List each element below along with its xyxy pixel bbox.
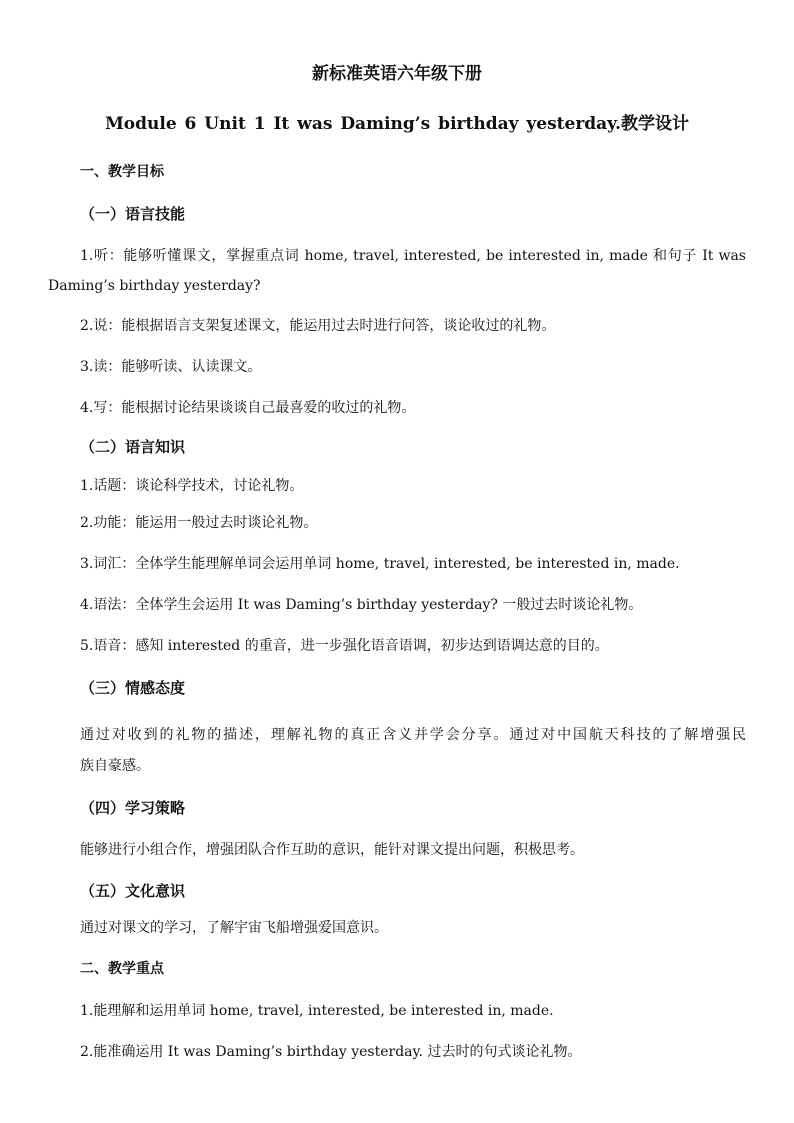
document-title: 新标准英语六年级下册 [312,64,482,84]
subsection-heading-language-skills: （一）语言技能 [80,205,186,223]
subsection-heading-language-knowledge: （二）语言知识 [80,438,186,456]
culture-text: 通过对课文的学习，了解宇宙飞船增强爱国意识。 [80,920,388,936]
subsection-heading-strategy: （四）学习策略 [80,799,186,817]
key-point-item-1: 1.能理解和运用单词 home, travel, interested, be interested in, made. [80,1003,554,1019]
attitude-text-line-2: 族自豪感。 [80,758,150,774]
section-heading-key-points: 二、教学重点 [80,961,164,977]
knowledge-item-vocabulary: 3.词汇：全体学生能理解单词会运用单词 home, travel, interested, be interested in, made. [80,556,680,572]
key-point-item-2: 2.能准确运用 It was Daming’s birthday yesterday. 过去时的句式谈论礼物。 [80,1044,582,1060]
skill-item-writing: 4.写：能根据讨论结果谈谈自己最喜爱的收过的礼物。 [80,400,416,416]
document-subtitle: Module 6 Unit 1 It was Daming’s birthday yesterday.教学设计 [104,114,690,134]
skill-item-speaking: 2.说：能根据语言支架复述课文，能运用过去时进行问答，谈论收过的礼物。 [80,318,556,334]
section-heading-objectives: 一、教学目标 [80,164,164,180]
knowledge-item-topic: 1.话题：谈论科学技术，讨论礼物。 [80,478,304,494]
skill-item-reading: 3.读：能够听读、认读课文。 [80,359,262,375]
knowledge-item-phonetics: 5.语音：感知 interested 的重音，进一步强化语音语调，初步达到语调达意的目的。 [80,638,609,654]
skill-item-listening-cont: Daming’s birthday yesterday? [48,278,261,294]
knowledge-item-function: 2.功能：能运用一般过去时谈论礼物。 [80,515,318,531]
skill-item-listening: 1.听：能够听懂课文，掌握重点词 home, travel, interested, be interested in, made 和句子 It was [80,248,746,264]
subsection-heading-attitude: （三）情感态度 [80,679,186,697]
subsection-heading-culture: （五）文化意识 [80,882,186,900]
attitude-text-line-1: 通过对收到的礼物的描述，理解礼物的真正含义并学会分享。通过对中国航天科技的了解增强民 [80,727,746,743]
knowledge-item-grammar: 4.语法：全体学生会运用 It was Daming’s birthday yesterday? 一般过去时谈论礼物。 [80,597,643,613]
strategy-text: 能够进行小组合作，增强团队合作互助的意识，能针对课文提出问题，积极思考。 [80,842,584,858]
